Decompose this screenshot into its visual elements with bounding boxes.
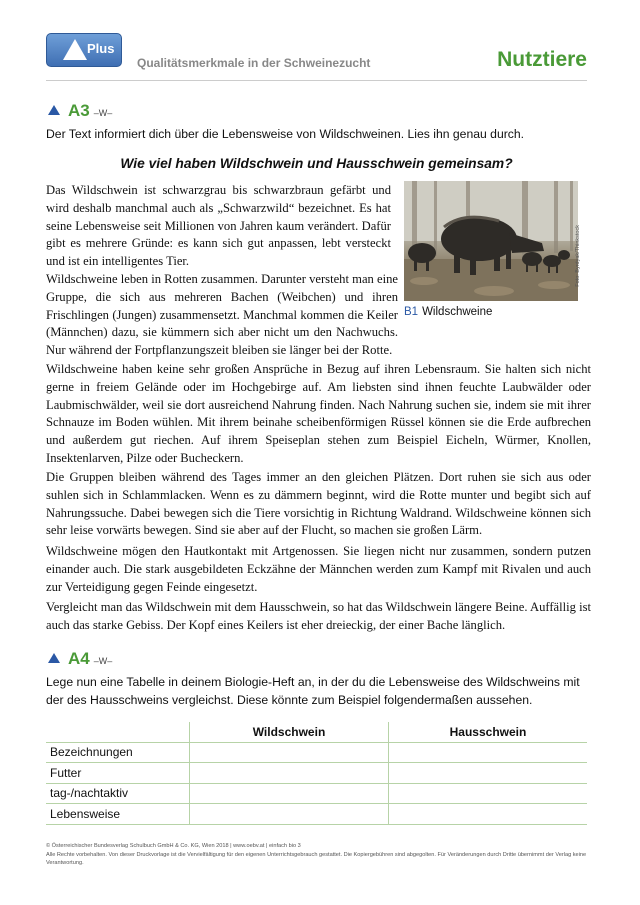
row-label: Lebensweise: [46, 804, 190, 825]
footer-copyright: © Österreichischer Bundesverlag Schulbuch GmbH & Co. KG, Wien 2018 | www.oebv.at | einfach bio 3: [46, 843, 301, 849]
paragraph-4: Die Gruppen bleiben während des Tages immer an den gleichen Plätzen. Dort ruhen sie sich aus oder suhlen sich in Schlammlacken. Wenn es zu dämmern beginnt, wird die Rotte munter und begibt sich auf Nahrungssuche. Dabei bewegen sich die Tiere vorsichtig in Richtung Waldrand. Wildschweine können sich sehr leise vorwärts bewegen. Sind sie aber auf der Flucht, so machen sie großen Lärm.: [46, 470, 591, 538]
table-cell: [389, 783, 588, 804]
row-label: Bezeichnungen: [46, 742, 190, 763]
table-cell: [190, 763, 389, 784]
paragraph-1: Das Wildschwein ist schwarzgrau bis schwarzbraun gefärbt und wird deshalb manchmal auch als „Schwarzwild“ bezeichnet. Es hat seine Lebensweise seit Millionen von Jahren kaum verändert. Dafür gibt es mehrere Gründe: es kann sich gut anpassen, lebt versteckt und ist ein intelligentes Tier.: [46, 183, 391, 269]
task-a3-instruction: Der Text informiert dich über die Lebensweise von Wildschweinen. Lies ihn genau durch.: [46, 127, 525, 141]
table-cell: [389, 742, 588, 763]
footer-rights: Alle Rechte vorbehalten. Von dieser Druckvorlage ist die Vervielfältigung für den eigenen Unterrichtsgebrauch gestattet. Die Kopiergebühren sind abgegolten. Für Veränderungen durch Dritte übernimmt der Verlag keine Verantwortung.: [46, 851, 587, 866]
task-number: A3: [68, 101, 90, 120]
table-header-hausschwein: Hausschwein: [389, 722, 588, 742]
table-cell: [389, 763, 588, 784]
table-cell: [190, 783, 389, 804]
table-header-empty: [46, 722, 190, 742]
task-a4-heading: [46, 649, 112, 669]
task-level: –W–: [93, 656, 113, 666]
table-cell: [389, 804, 588, 825]
paragraph-2: Wildschweine leben in Rotten zusammen. Darunter versteht man eine Gruppe, die sich aus mehreren Bachen (Weibchen) und ihren Frischlingen (Jungen) zusammensetzt. Manchmal kommen die Keiler (Männchen) dazu, sie kümmern sich aber nicht um den Nachwuchs. Nur während der Fortpflanzungszeit bleiben sie länger bei der Rotte.: [46, 272, 398, 358]
figure-label: B1: [404, 306, 419, 318]
table-row: [46, 763, 587, 784]
table-cell: [190, 742, 389, 763]
publisher-logo: [46, 33, 122, 67]
figure-float-spacer: [398, 271, 591, 333]
table-row: [46, 804, 587, 825]
table-row: [46, 742, 587, 763]
level-triangle-icon: [48, 653, 60, 663]
paragraph-3: Wildschweine haben keine sehr großen Ansprüche in Bezug auf ihren Lebensraum. Sie halten sich nicht gerne in freiem Gelände oder im Hochgebirge auf. Am liebsten sind ihnen feuchte Laubwälder oder Laubmischwälder, weil sie dort ausreichend Nahrung finden. Nach Nahrung suchen sie, indem sie mit ihrer Schnauze im Boden wühlen. Mit ihrem beinahe scheibenförmigen Rüssel können sie die Erde aufbrechen und außerdem gut riechen. Auf ihrem Speiseplan stehen zum Beispiel Eicheln, Würmer, Knollen, Insektenlarven, Pilze oder Bucheckern.: [46, 362, 591, 465]
task-level: –W–: [93, 108, 113, 118]
figure-caption-text: Wildschweine: [422, 306, 493, 318]
triangle-icon: [63, 39, 87, 60]
text-title: Wie viel haben Wildschwein und Hausschwein gemeinsam?: [120, 156, 513, 171]
task-a4-instruction: Lege nun eine Tabelle in deinem Biologie-Heft an, in der du die Lebensweise des Wildschweins mit der des Hausschweins vergleichst. Diese könnte zum Beispiel folgendermaßen aussehen.: [46, 675, 580, 707]
header-section-title: Nutztiere: [497, 48, 587, 71]
table-cell: [190, 804, 389, 825]
header-subtitle: Qualitätsmerkmale in der Schweinezucht: [137, 56, 371, 70]
paragraph-2-wrap: [46, 271, 591, 360]
comparison-table: [46, 722, 587, 825]
level-triangle-icon: [48, 105, 60, 115]
paragraph-5: Wildschweine mögen den Hautkontakt mit Artgenossen. Sie liegen nicht nur zusammen, sondern putzen einander auch. Die stark ausgebildeten Eckzähne der Männchen werden zum Kampf mit Rivalen und auch zur Verteidigung gegen Feinde eingesetzt.: [46, 544, 591, 594]
logo-text: Plus: [87, 41, 115, 56]
task-a3-heading: [46, 101, 112, 121]
table-header-wildschwein: Wildschwein: [190, 722, 389, 742]
row-label: tag-/nachtaktiv: [46, 783, 190, 804]
header-divider: [46, 80, 587, 81]
page-footer: [46, 842, 591, 868]
task-number: A4: [68, 649, 90, 668]
table-header-row: [46, 722, 587, 742]
row-label: Futter: [46, 763, 190, 784]
photo-credit: Foto: Byrdyak/Thinkstock: [575, 225, 581, 287]
paragraph-6: Vergleicht man das Wildschwein mit dem Hausschwein, so hat das Wildschwein längere Beine. Auffällig ist auch das starke Gebiss. Der Kopf eines Keilers ist eher dreieckig, der einer Bache länglich.: [46, 600, 591, 632]
table-row: [46, 783, 587, 804]
